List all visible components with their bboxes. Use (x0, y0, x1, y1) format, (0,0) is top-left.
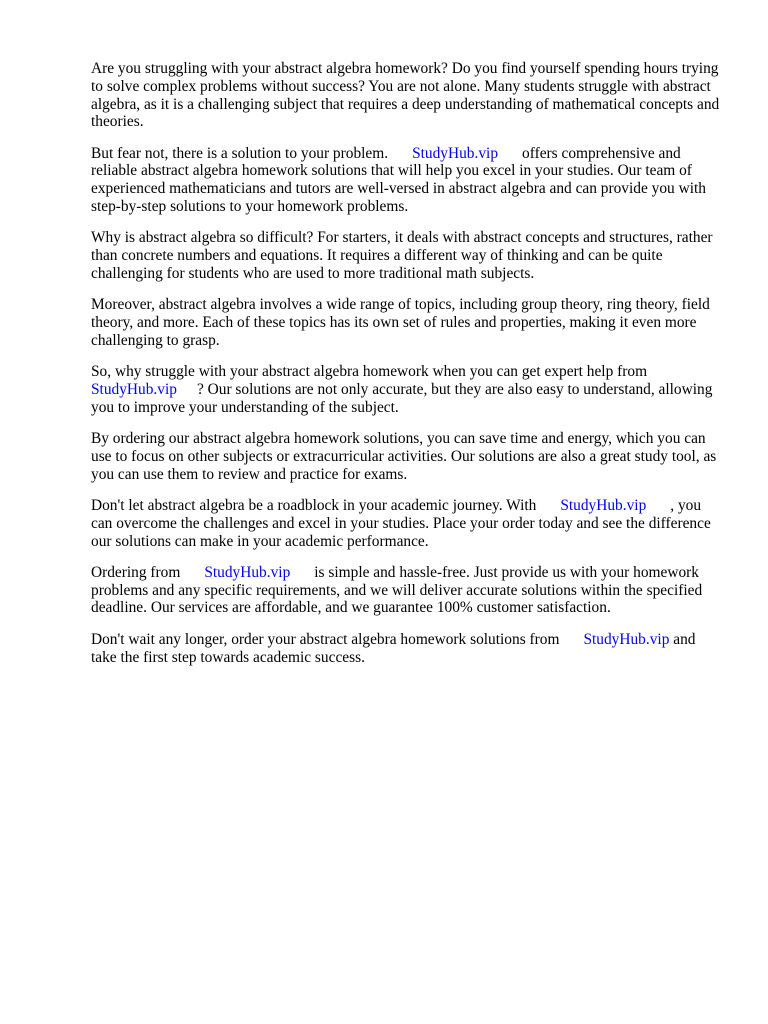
paragraph-roadblock (91, 497, 723, 550)
paragraph-text-after-link: is simple and hassle-free. Just provide us with your homework problems and any specific requirements, and we will deliver accurate solutions within the specified deadline. Our services are affordable, and we guarantee 100% customer satisfaction. (91, 563, 703, 617)
paragraph-topics: Moreover, abstract algebra involves a wide range of topics, including group theory, ring theory, field theory, and more. Each of these topics has its own set of rules and properties, making it even more challenging to grasp. (91, 296, 710, 349)
paragraph-ordering-benefits: By ordering our abstract algebra homework solutions, you can save time and energy, which you can use to focus on other subjects or extracurricular activities. Our solutions are also a great study tool, as you can use them to review and practice for exams. (91, 430, 717, 483)
paragraph-expert-help (91, 363, 723, 416)
paragraph-text-after-link: ? Our solutions are not only accurate, but they are also easy to understand, allowing you to improve your understanding of the subject. (91, 380, 713, 416)
paragraph-text-before-link: So, why struggle with your abstract algebra homework when you can get expert help from (91, 363, 648, 381)
studyhub-link[interactable]: StudyHub.vip (204, 563, 291, 581)
paragraph-intro: Are you struggling with your abstract algebra homework? Do you find yourself spending hours trying to solve complex problems without success? You are not alone. Many students struggle with abstract algebra, as it is a challenging subject that requires a deep understanding of mathematical concepts and theories. (91, 60, 720, 131)
studyhub-link[interactable]: StudyHub.vip (560, 496, 647, 514)
paragraph-difficulty: Why is abstract algebra so difficult? For starters, it deals with abstract concepts and structures, rather than concrete numbers and equations. It requires a different way of thinking and can be quite challenging for students who are used to more traditional math subjects. (91, 229, 713, 282)
paragraph-ordering-process (91, 564, 723, 617)
document-body (91, 60, 723, 680)
paragraph-text-after-link: offers comprehensive and reliable abstract algebra homework solutions that will help you excel in your studies. Our team of experienced mathematicians and tutors are well-versed in abstract algebra and can provide you with step-by-step solutions to your homework problems. (91, 144, 706, 216)
studyhub-link[interactable]: StudyHub.vip (412, 144, 499, 162)
paragraph-text-after-link: , you can overcome the challenges and excel in your studies. Place your order today and see the difference our solutions can make in your academic performance. (91, 496, 711, 550)
paragraph-text-after-link: and take the first step towards academic success. (91, 630, 696, 666)
paragraph-text-before-link: Don't wait any longer, order your abstract algebra homework solutions from (91, 630, 560, 648)
paragraph-solution (91, 145, 723, 216)
studyhub-link[interactable]: StudyHub.vip (91, 380, 177, 398)
paragraph-call-to-action (91, 631, 723, 667)
paragraph-text-before-link: Don't let abstract algebra be a roadblock in your academic journey. With (91, 496, 537, 514)
paragraph-text-before-link: Ordering from (91, 563, 181, 581)
paragraph-text-before-link: But fear not, there is a solution to your problem. (91, 144, 389, 162)
studyhub-link[interactable]: StudyHub.vip (583, 630, 670, 648)
